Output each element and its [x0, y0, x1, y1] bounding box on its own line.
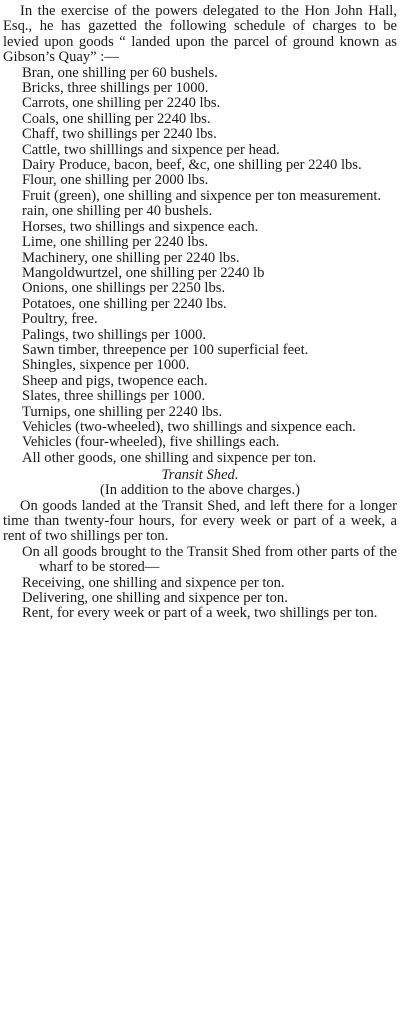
- charge-item: Poultry, free.: [22, 311, 98, 328]
- charge-item: Cattle, two shilllings and sixpence per head.: [22, 141, 280, 158]
- charge-item: Vehicles (two-wheeled), two shillings and sixpence each.: [22, 418, 356, 435]
- charge-item: rain, one shilling per 40 bushels.: [22, 203, 213, 220]
- charge-item: Flour, one shilling per 2000 lbs.: [22, 172, 209, 189]
- transit-shed-paragraph: On goods landed at the Transit Shed, and left there for a longer time than twenty-four hours, for every week or part of a week, a rent of two shillings per ton.: [3, 497, 397, 545]
- charge-item: All other goods, one shilling and sixpence per ton.: [22, 449, 317, 466]
- charge-item: Lime, one shilling per 2240 lbs.: [22, 234, 209, 251]
- transit-shed-subheading: (In addition to the above charges.): [100, 482, 300, 499]
- charge-item: Sheep and pigs, twopence each.: [22, 372, 208, 389]
- charge-item: Vehicles (four-wheeled), five shillings each.: [22, 434, 280, 451]
- charge-item: Dairy Produce, bacon, beef, &c, one shilling per 2240 lbs.: [22, 157, 362, 174]
- charges-list: [3, 66, 397, 467]
- charge-item: Onions, one shillings per 2250 lbs.: [22, 280, 226, 297]
- charge-item: Coals, one shilling per 2240 lbs.: [22, 110, 211, 127]
- charge-item: Carrots, one shilling per 2240 lbs.: [22, 95, 221, 112]
- charge-item: Chaff, two shillings per 2240 lbs.: [22, 126, 217, 143]
- transit-item: Delivering, one shilling and sixpence per ton.: [22, 590, 288, 607]
- charge-item: Palings, two shillings per 1000.: [22, 326, 207, 343]
- transit-shed-list: [3, 545, 397, 622]
- charge-item: Bran, one shilling per 60 bushels.: [22, 64, 218, 81]
- charge-item: Machinery, one shilling per 2240 lbs.: [22, 249, 240, 266]
- transit-item: Receiving, one shilling and sixpence per ton.: [22, 574, 285, 591]
- charge-item: Sawn timber, threepence per 100 superficial feet.: [22, 341, 309, 358]
- intro-paragraph: In the exercise of the powers delegated to the Hon John Hall, Esq., he has gazetted the following schedule of charges to be levied upon goods “ landed upon the parcel of ground known as Gibson’s Quay” :—: [3, 3, 397, 66]
- transit-item: Rent, for every week or part of a week, two shillings per ton.: [22, 605, 378, 622]
- charge-item: Turnips, one shilling per 2240 lbs.: [22, 403, 223, 420]
- transit-shed-heading: Transit Shed.: [161, 467, 239, 484]
- charge-item: Potatoes, one shilling per 2240 lbs.: [22, 295, 227, 312]
- charge-item: Mangoldwurtzel, one shilling per 2240 lb: [22, 264, 265, 281]
- charge-item: Horses, two shillings and sixpence each.: [22, 218, 259, 235]
- charge-item: Slates, three shillings per 1000.: [22, 388, 206, 405]
- charge-item: Shingles, sixpence per 1000.: [22, 357, 190, 374]
- transit-item: On all goods brought to the Transit Shed from other parts of the wharf to be stored—: [22, 543, 397, 576]
- charge-item: Fruit (green), one shilling and sixpence per ton measurement.: [22, 187, 382, 204]
- charge-item: Bricks, three shillings per 1000.: [22, 80, 209, 97]
